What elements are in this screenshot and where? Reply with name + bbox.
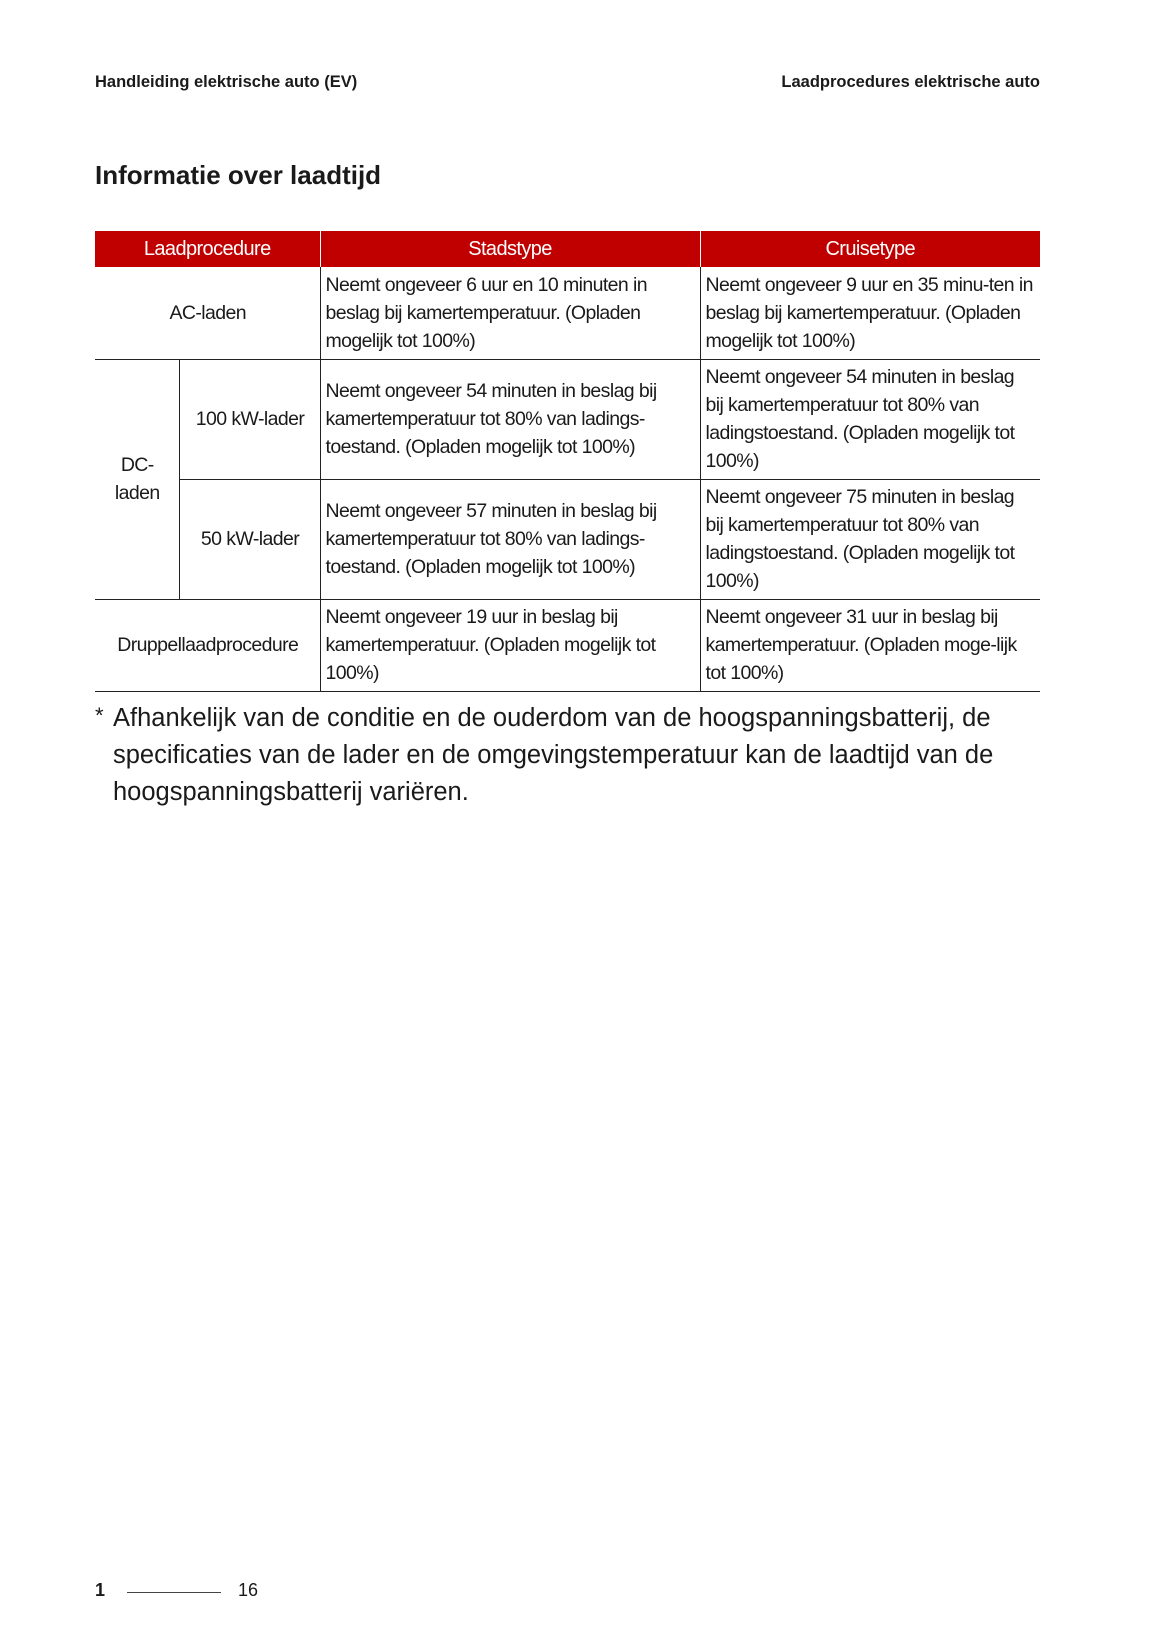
footnote-text: Afhankelijk van de conditie en de ouderdom van de hoogspanningsbatterij, de specificaties van de lader en de omgevingstemperatuur kan de laadtijd van de hoogspanningsbatterij variëren. [113,704,994,806]
running-header-right: Laadprocedures elektrische auto [781,73,1040,91]
header-charging-procedure: Laadprocedure [95,231,320,267]
row-label-dc-50kw: 50 kW-lader [179,479,320,599]
cell-dc-100kw-city: Neemt ongeveer 54 minuten in beslag bij kamertemperatuur tot 80% van ladings-toestand. (Opladen mogelijk tot 100%) [320,359,700,479]
chapter-number: 1 [95,1580,106,1600]
running-header-left: Handleiding elektrische auto (EV) [95,73,358,91]
cell-dc-100kw-cruise: Neemt ongeveer 54 minuten in beslag bij kamertemperatuur tot 80% van ladingstoestand. (Opladen mogelijk tot 100%) [700,359,1040,479]
header-city-type: Stadstype [320,231,700,267]
footer-divider [127,1592,221,1593]
table-row-dc-100kw [95,359,1040,479]
table-row-ac [95,267,1040,359]
row-label-ac: AC-laden [95,267,320,359]
table-header-row [95,231,1040,267]
cell-ac-city: Neemt ongeveer 6 uur en 10 minuten in beslag bij kamertemperatuur. (Opladen mogelijk tot 100%) [320,267,700,359]
cell-trickle-cruise: Neemt ongeveer 31 uur in beslag bij kamertemperatuur. (Opladen moge-lijk tot 100%) [700,599,1040,691]
cell-trickle-city: Neemt ongeveer 19 uur in beslag bij kamertemperatuur. (Opladen mogelijk tot 100%) [320,599,700,691]
charging-time-table [95,231,1040,692]
header-cruise-type: Cruisetype [700,231,1040,267]
footnote [95,700,1055,811]
row-label-dc: DC-laden [95,359,179,599]
cell-ac-cruise: Neemt ongeveer 9 uur en 35 minu-ten in beslag bij kamertemperatuur. (Opladen mogelijk tot 100%) [700,267,1040,359]
row-label-trickle: Druppellaadprocedure [95,599,320,691]
cell-dc-50kw-cruise: Neemt ongeveer 75 minuten in beslag bij kamertemperatuur tot 80% van ladingstoestand. (Opladen mogelijk tot 100%) [700,479,1040,599]
table-row-trickle [95,599,1040,691]
table-row-dc-50kw [95,479,1040,599]
footnote-marker: * [95,703,104,728]
row-label-dc-100kw: 100 kW-lader [179,359,320,479]
page-number: 16 [238,1580,259,1600]
section-title: Informatie over laadtijd [95,160,382,190]
cell-dc-50kw-city: Neemt ongeveer 57 minuten in beslag bij kamertemperatuur tot 80% van ladings-toestand. (Opladen mogelijk tot 100%) [320,479,700,599]
